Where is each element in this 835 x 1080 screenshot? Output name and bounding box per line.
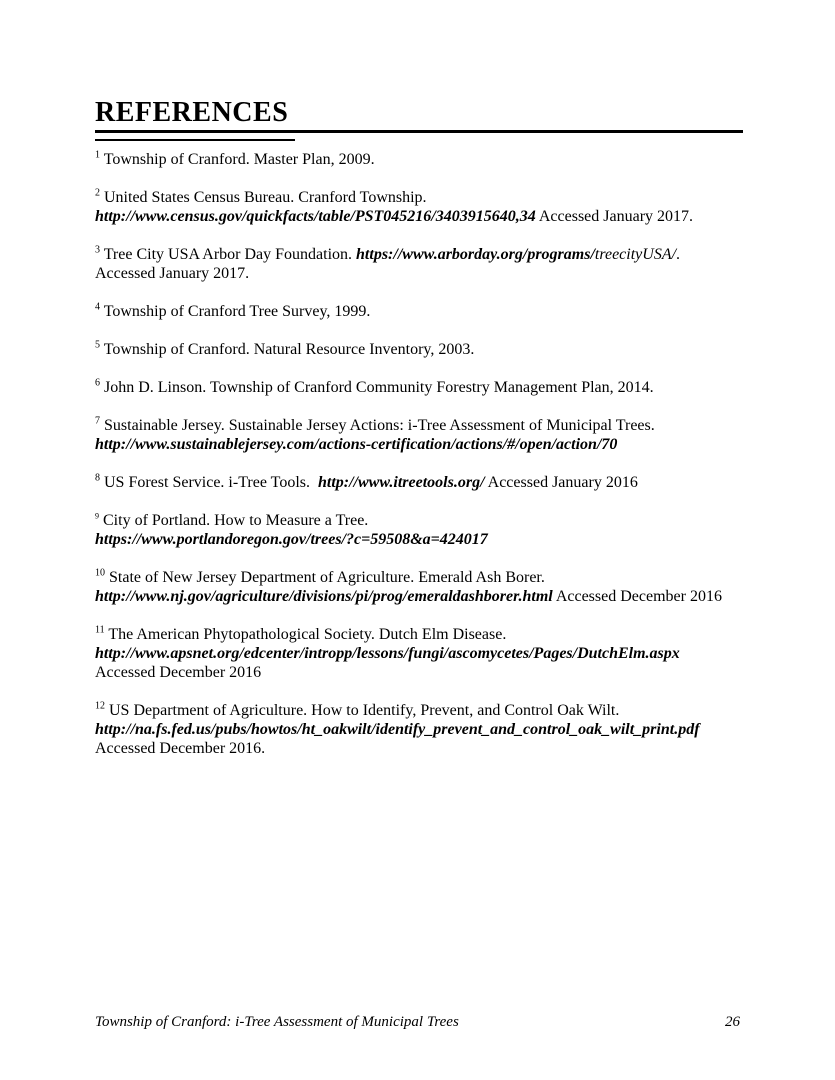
reference-number: 4	[95, 301, 100, 313]
footer-title: Township of Cranford: i-Tree Assessment of Municipal Trees	[95, 1014, 459, 1030]
reference-number: 6	[95, 377, 100, 389]
reference-line	[95, 264, 743, 283]
reference-text: State of New Jersey Department of Agriculture. Emerald Ash Borer.	[109, 569, 545, 586]
reference-line	[95, 663, 743, 682]
reference-line	[95, 150, 743, 169]
reference-line	[95, 245, 743, 264]
reference-item	[95, 340, 743, 359]
reference-text: Sustainable Jersey. Sustainable Jersey Actions: i-Tree Assessment of Municipal Trees.	[104, 417, 655, 434]
reference-url: http://na.fs.fed.us/pubs/howtos/ht_oakwilt/identify_prevent_and_control_oak_wilt_print.pdf	[95, 721, 700, 738]
reference-line	[95, 302, 743, 321]
reference-number: 12	[95, 700, 105, 712]
reference-text: Accessed December 2016	[552, 588, 722, 605]
reference-number: 7	[95, 415, 100, 427]
reference-text: Tree City USA Arbor Day Foundation.	[103, 246, 357, 263]
reference-text: US Department of Agriculture. How to Identify, Prevent, and Control Oak Wilt.	[109, 702, 620, 719]
reference-url: https://www.arborday.org/programs/	[356, 246, 595, 263]
reference-line	[95, 720, 743, 739]
reference-text: Accessed January 2017.	[95, 265, 250, 282]
reference-url: treecityUSA/	[594, 246, 677, 263]
reference-item	[95, 568, 743, 606]
reference-text: Accessed December 2016	[95, 664, 262, 681]
reference-line	[95, 739, 743, 758]
reference-url: http://www.sustainablejersey.com/actions-certification/actions/#/open/action/70	[95, 436, 618, 453]
reference-line	[95, 340, 743, 359]
reference-line	[95, 568, 743, 587]
page-content	[95, 98, 743, 758]
reference-text: Accessed January 2017.	[535, 208, 694, 225]
reference-url: https://www.portlandoregon.gov/trees/?c=59508&a=424017	[95, 531, 488, 548]
reference-item	[95, 701, 743, 758]
references-list	[95, 150, 743, 758]
reference-text: Township of Cranford. Master Plan, 2009.	[103, 151, 375, 168]
reference-number: 9	[95, 511, 99, 521]
reference-line	[95, 530, 743, 549]
reference-text: Accessed January 2016	[484, 474, 638, 491]
reference-url: http://www.nj.gov/agriculture/divisions/pi/prog/emeraldashborer.html	[95, 588, 553, 605]
reference-item	[95, 625, 743, 682]
reference-text: .	[676, 246, 681, 263]
reference-number: 5	[95, 339, 100, 351]
reference-item	[95, 378, 743, 397]
page-number: 26	[725, 1014, 740, 1030]
reference-text: City of Portland. How to Measure a Tree.	[103, 512, 369, 529]
reference-number: 1	[95, 149, 100, 161]
reference-number: 3	[95, 244, 100, 256]
page-footer	[95, 1013, 740, 1031]
reference-text: United States Census Bureau. Cranford Township.	[104, 189, 427, 206]
reference-line	[95, 701, 743, 720]
reference-item	[95, 416, 743, 454]
reference-line	[95, 435, 743, 454]
reference-item	[95, 473, 743, 492]
reference-item	[95, 245, 743, 283]
reference-number: 11	[95, 624, 105, 636]
reference-line	[95, 473, 743, 492]
reference-text: The American Phytopathological Society. Dutch Elm Disease.	[108, 626, 507, 643]
reference-text: Township of Cranford Tree Survey, 1999.	[103, 303, 371, 320]
reference-line	[95, 644, 743, 663]
reference-line	[95, 416, 743, 435]
reference-line	[95, 188, 743, 207]
reference-line	[95, 625, 743, 644]
reference-item	[95, 188, 743, 226]
reference-item	[95, 511, 743, 549]
reference-item	[95, 302, 743, 321]
reference-number: 10	[95, 567, 105, 579]
reference-line	[95, 378, 743, 397]
reference-url: http://www.itreetools.org/	[317, 474, 485, 491]
reference-line	[95, 587, 743, 606]
reference-item	[95, 150, 743, 169]
reference-text: Township of Cranford. Natural Resource Inventory, 2003.	[103, 341, 475, 358]
footnote-separator	[95, 139, 295, 141]
reference-text: John D. Linson. Township of Cranford Community Forestry Management Plan, 2014.	[104, 379, 654, 396]
reference-line	[95, 511, 743, 530]
reference-url: http://www.apsnet.org/edcenter/intropp/lessons/fungi/ascomycetes/Pages/DutchElm.aspx	[95, 645, 680, 662]
title-underline	[95, 130, 743, 133]
page-title: REFERENCES	[95, 97, 289, 128]
reference-line	[95, 207, 743, 226]
reference-number: 2	[95, 187, 100, 199]
reference-url: http://www.census.gov/quickfacts/table/PST045216/3403915640,34	[95, 208, 536, 225]
reference-number: 8	[95, 472, 100, 484]
reference-text: Accessed December 2016.	[95, 740, 266, 757]
reference-text: US Forest Service. i-Tree Tools.	[104, 474, 318, 491]
